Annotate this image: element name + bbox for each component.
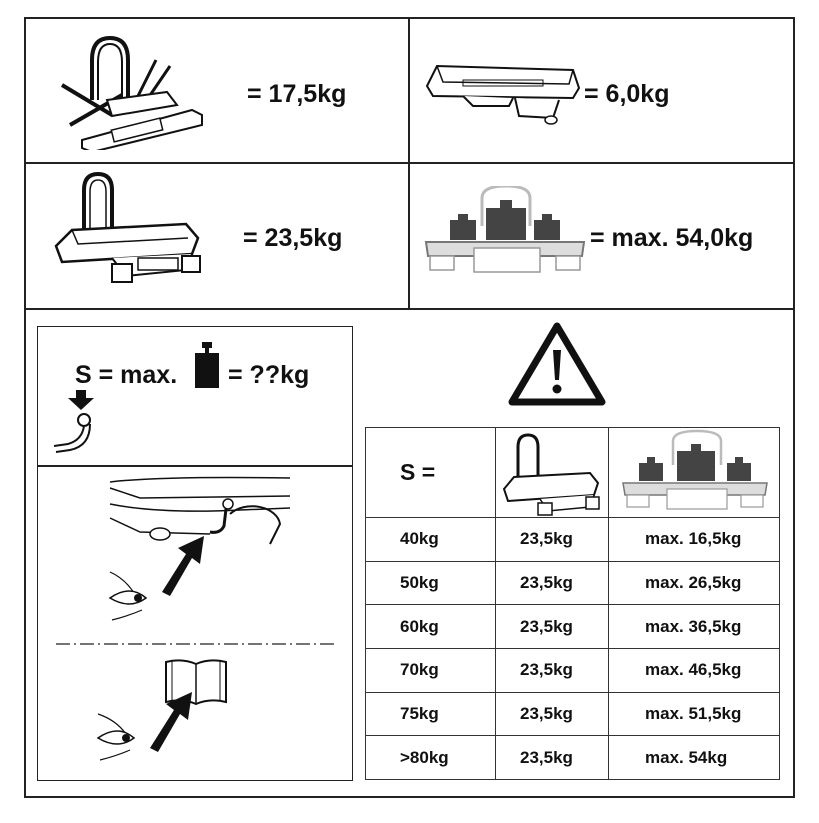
divider-h1	[24, 162, 795, 164]
table-header-row	[366, 428, 780, 518]
table-header-carrier	[496, 428, 609, 518]
loaded-carrier-icon	[422, 186, 588, 278]
table-row	[366, 561, 780, 605]
carrier-platform-icon	[423, 58, 583, 130]
cell-carrier: 23,5kg	[496, 736, 609, 780]
cell-carrier: 23,5kg	[496, 518, 609, 562]
eye-icon	[96, 710, 140, 764]
load-table	[365, 427, 780, 780]
cell-load: max. 46,5kg	[609, 648, 780, 692]
bike-carrier-icon	[496, 429, 608, 517]
cell-load: max. 16,5kg	[609, 518, 780, 562]
table-header-s: S =	[366, 428, 496, 518]
eye-icon	[108, 570, 152, 624]
weight-icon	[194, 342, 220, 388]
table-row	[366, 518, 780, 562]
bike-carrier-folded-icon	[52, 30, 212, 150]
cell-s: 75kg	[366, 692, 496, 736]
weight-carrier-label: = 23,5kg	[243, 224, 343, 252]
cell-s: 70kg	[366, 648, 496, 692]
cell-s: >80kg	[366, 736, 496, 780]
arrow-icon	[146, 688, 196, 752]
divider-v	[408, 17, 410, 309]
cell-load: max. 51,5kg	[609, 692, 780, 736]
dash-dot-divider	[56, 642, 336, 646]
cell-load: max. 36,5kg	[609, 605, 780, 649]
weight-max-label: = max. 54,0kg	[590, 224, 754, 252]
cell-load: max. 54kg	[609, 736, 780, 780]
weight-folded-label: = 17,5kg	[247, 80, 347, 108]
s-max-label: S = max.	[75, 361, 178, 389]
table-header-load	[609, 428, 780, 518]
table-row	[366, 648, 780, 692]
arrow-icon	[158, 532, 208, 596]
table-row	[366, 605, 780, 649]
tow-panel-divider	[37, 465, 353, 467]
weight-platform-label: = 6,0kg	[584, 80, 670, 108]
cell-s: 60kg	[366, 605, 496, 649]
bike-carrier-icon	[52, 172, 212, 292]
divider-h2	[24, 308, 795, 310]
cell-load: max. 26,5kg	[609, 561, 780, 605]
warning-icon	[508, 322, 606, 406]
cell-s: 40kg	[366, 518, 496, 562]
cell-carrier: 23,5kg	[496, 648, 609, 692]
s-result-label: = ??kg	[228, 361, 310, 389]
cell-carrier: 23,5kg	[496, 692, 609, 736]
table-row	[366, 692, 780, 736]
table-row	[366, 736, 780, 780]
cell-carrier: 23,5kg	[496, 605, 609, 649]
cell-carrier: 23,5kg	[496, 561, 609, 605]
loaded-carrier-icon	[609, 429, 779, 517]
tow-ball-icon	[52, 388, 112, 454]
cell-s: 50kg	[366, 561, 496, 605]
